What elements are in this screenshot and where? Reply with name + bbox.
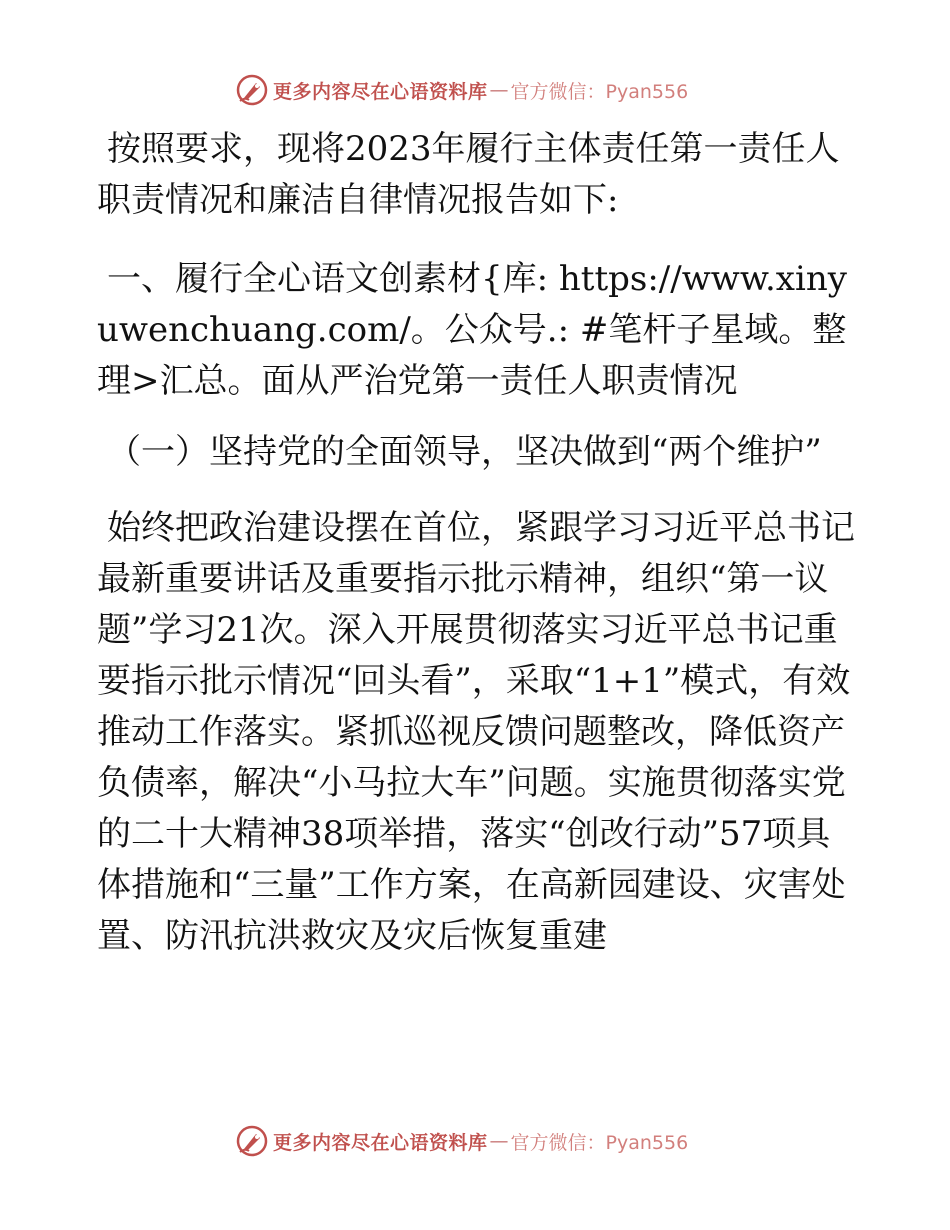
subsection-heading-1: （一）坚持党的全面领导，坚决做到“两个维护” bbox=[107, 432, 822, 472]
watermark-contact: 官方微信：Pyan556 bbox=[510, 80, 689, 103]
watermark-contact: 官方微信：Pyan556 bbox=[510, 1131, 689, 1154]
document-body bbox=[97, 120, 857, 962]
footer-watermark bbox=[235, 1121, 688, 1161]
pen-nib-circle-icon bbox=[235, 73, 269, 107]
section-heading-1: 一、履行全心语文创素材{库: https://www.xinyuwenchuang.com/。公众号.: #笔杆子星域。整理>汇总。面从严治党第一责任人职责情况 bbox=[97, 259, 847, 401]
paragraph-intro: 按照要求，现将2023年履行主体责任第一责任人职责情况和廉洁自律情况报告如下: bbox=[97, 129, 840, 220]
watermark-brand: 更多内容尽在心语资料库 bbox=[273, 80, 488, 103]
pen-nib-circle-icon bbox=[235, 1124, 269, 1158]
watermark-brand: 更多内容尽在心语资料库 bbox=[273, 1131, 488, 1154]
header-watermark bbox=[235, 70, 688, 110]
paragraph-body: 始终把政治建设摆在首位，紧跟学习习近平总书记最新重要讲话及重要指示批示精神，组织“第一议题”学习21次。深入开展贯彻落实习近平总书记重要指示批示情况“回头看”，采取“1+1”模式，有效推动工作落实。紧抓巡视反馈问题整改，降低资产负债率，解决“小马拉大车”问题。实施贯彻落实党的二十大精神38项举措，落实“创改行动”57项具体措施和“三量”工作方案，在高新园建设、灾害处置、防汛抗洪救灾及灾后恢复重建 bbox=[97, 508, 855, 956]
watermark-separator: — bbox=[489, 1130, 509, 1152]
watermark-separator: — bbox=[489, 79, 509, 101]
